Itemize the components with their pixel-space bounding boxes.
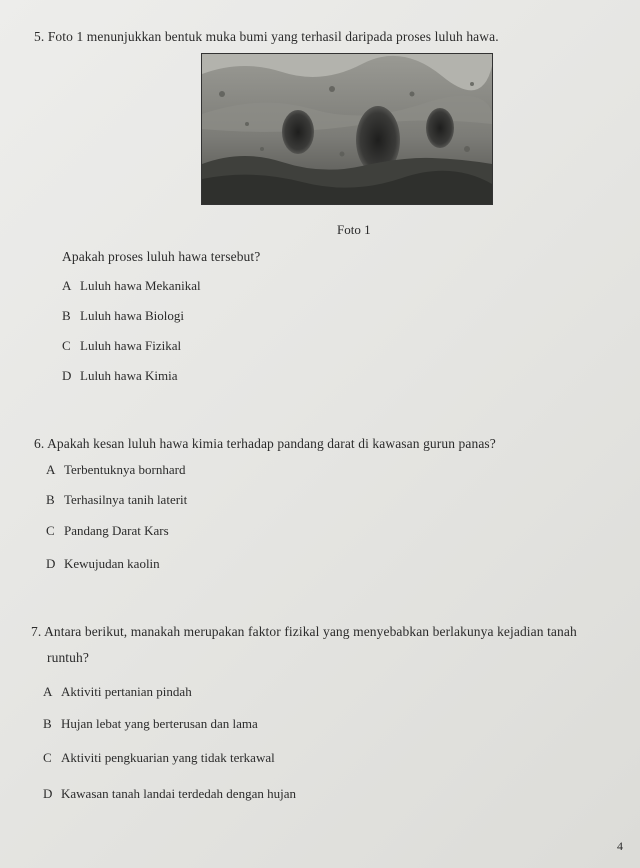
option-letter: A [46,462,56,477]
option-text: Terbentuknya bornhard [64,462,186,477]
option-text: Aktiviti pertanian pindah [61,684,192,699]
question-5-stem [34,29,499,45]
option-letter: D [46,556,56,571]
question-6-stem [34,436,496,452]
foto-1-photo [201,53,493,205]
question-7-number: 7. [31,624,42,639]
option-text: Pandang Darat Kars [64,523,169,538]
option-text: Kewujudan kaolin [64,556,160,571]
question-6-option-d[interactable] [46,556,160,572]
question-7-text-line2: runtuh? [47,650,89,665]
foto-1-caption: Foto 1 [337,222,371,237]
option-text: Luluh hawa Kimia [80,368,178,383]
question-6-number: 6. [34,436,45,451]
option-text: Luluh hawa Biologi [80,308,184,323]
question-5-prompt: Apakah proses luluh hawa tersebut? [62,249,261,264]
option-letter: A [43,684,53,699]
option-text: Kawasan tanah landai terdedah dengan hujan [61,786,296,801]
question-5-option-b[interactable] [62,308,184,324]
option-letter: C [46,523,55,538]
question-7-option-a[interactable] [43,684,192,700]
option-text: Hujan lebat yang berterusan dan lama [61,716,258,731]
question-5-option-a[interactable] [62,278,201,294]
option-text: Luluh hawa Fizikal [80,338,182,353]
question-7-option-d[interactable] [43,786,296,802]
question-6-option-c[interactable] [46,523,169,539]
option-letter: B [62,308,71,323]
question-6-option-b[interactable] [46,492,187,508]
option-letter: B [46,492,55,507]
question-6-option-a[interactable] [46,462,185,478]
question-5-text: Foto 1 menunjukkan bentuk muka bumi yang terhasil daripada proses luluh hawa. [47,29,499,44]
option-letter: D [43,786,53,801]
option-text: Aktiviti pengkuarian yang tidak terkawal [61,750,275,765]
option-letter: C [62,338,71,353]
page-number: 4 [617,839,623,853]
question-5-number: 5. [34,29,45,44]
question-6-text: Apakah kesan luluh hawa kimia terhadap pandang darat di kawasan gurun panas? [47,436,496,451]
question-7-stem [31,624,577,640]
question-7-option-b[interactable] [43,716,258,732]
option-text: Terhasilnya tanih laterit [64,492,188,507]
option-text: Luluh hawa Mekanikal [80,278,201,293]
option-letter: A [62,278,72,293]
question-5-option-d[interactable] [62,368,177,384]
option-letter: C [43,750,52,765]
question-7-text: Antara berikut, manakah merupakan faktor fizikal yang menyebabkan berlakunya kejadian tanah [44,624,577,639]
question-5-option-c[interactable] [62,338,181,354]
question-7-option-c[interactable] [43,750,275,766]
rock-formation-image [202,54,492,204]
option-letter: B [43,716,52,731]
option-letter: D [62,368,72,383]
